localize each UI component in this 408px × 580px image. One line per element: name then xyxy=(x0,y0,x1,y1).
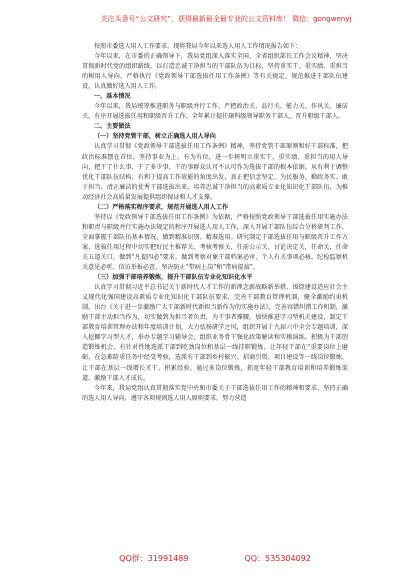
section-heading: 一、基本情况 xyxy=(94,93,131,101)
paragraph: 认真学习贯彻习近平总书记关于新时代人才工作的新理念新战略新举措，围绕建设适应社会主义现代化强国建设高素质专业化知识化干部队伍要求，完善干部教育管理机制，健全激励约束机制，出台《关于进一步激励广大干部新时代新担当新作为的实施办法》，完善容错纠错工作机制，激励干部主动担当作为，切实做到为担当者负责，为干事者撑腰。加快推进学习型机关建设，制定干部教育培训管理办法和年度培训计划，大力弘扬研学之风，组织开展十九届六中全会专题培训，深入挖掘学习型人才，举办专题学习辅导会，组织业务骨干强化政策解读和实操演练。积极为干部创造锻炼机会，有针对性地选派干部到吃劲岗位和基层一线挂职锻炼，让年轻干部在“重要岗位上磨砺，在急难险重任务中经受考验，选派有干部到乡村振兴、招商引资、项目建设等一线岗位锻炼，让干部在基层一线增长才干、积累经验。通过多岗位锻炼，拓宽年轻干部教育培训和培养锻炼渠道，激励干部人才成长。 xyxy=(82,284,348,382)
paragraph: 认真学习贯彻《党政领导干部选拔任用工作条例》精神，坚持党管干部原则和好干部标准，把政治标准摆在首位，坚持事业为上、有为有位，进一步树明立重实干、重实绩、重担当的用人导向，把干了什么事、干了多少事、干的事群众认可不认可作为选拔干部的根本依据。从有利于调整优化干部队伍结构、有利于提高工作效能的角度出发，真正把信念坚定、为民服务、勤政务实、敢于担当、清正廉洁的优秀干部选拔出来，培养忠诚干净担当的高素质专业化知识化干部队伍，为推动经济社会高质量发展提供组织保证和人才支撑。 xyxy=(82,143,348,201)
intro-paragraph: 按照市委选人用人工作要求，现将我局今年以来选人用人工作情况报告如下： xyxy=(94,43,302,50)
footer-contacts xyxy=(82,552,348,566)
paragraph: 坚持以《党政领导干部选拔任用工作条例》为依据，严格按照党政领导干部选拔任用实施办法和职责与职级并行实施办法规定的程序开展选人用人工作，深入开展干部队伍综合分析研判工作，全面掌握干部队伍基本情况，做到精准识别、精准选用。研究制定干部选拔任用与职级晋升工作方案，选拔任用过程中切实把好民主推荐关、考核考察关、任前公示关、讨论决定关，任命关，任命关五道关口，做到“凡提四必”要求，做到考察对象干部档案必审、个人有关事项必核、纪检监察机关意见必听、信访举报必查，坚决防止“带病上岗”和“带病提拔”。 xyxy=(82,213,348,272)
paragraph: 今年以来，我局统筹推进职务与职级并行工作，严把政治关、品行关、能力关、作风关、廉洁关，有序开展选拔任用和职级晋升工作。全年累计提任副科级领导职务干部人，晋升职级干部人。 xyxy=(82,103,348,121)
qq-number: QQ：535304092 xyxy=(244,554,311,563)
subsection-heading: （三）加强干部培养锻炼，提升干部队伍专业化知识化水平 xyxy=(94,274,253,282)
paragraph: 今年以来，在市委的正确领导下，我局党组深入落实全国、全省组织部长工作会议精神，坚决贯彻新时代党的组织路线，以打造忠诚干净担当的干部队伍为目标，坚持重实干、重实绩、重担当的树用人导向，严格执行《党政领导干部选拔任用工作条例》等有关规定，规范推进干部队伍建设，认真做好选人用人工作。 xyxy=(82,53,348,91)
section-heading: 二、主要做法 xyxy=(94,123,131,131)
qq-group-number: QQ群：31991489 xyxy=(119,554,189,563)
paragraph: 今年来，我局党组认真贯彻落实党中央和市委关于干部选拔任用工作的精神和要求，坚持正确的选人用人导向，遵守各项规则选人用人原则要求，努力营造 xyxy=(82,384,348,402)
subsection-heading: （一）坚持党管干部，树立正确选人用人导向 xyxy=(94,133,216,141)
header-banner: 关注头条号“公文研究”，获得最新最全最专业的公文资料库！ 微信：gongwenyj xyxy=(100,15,352,23)
document-body xyxy=(82,42,348,538)
subsection-heading: （二）严格落实程序要求，规范开展选人用人工作 xyxy=(94,203,229,211)
